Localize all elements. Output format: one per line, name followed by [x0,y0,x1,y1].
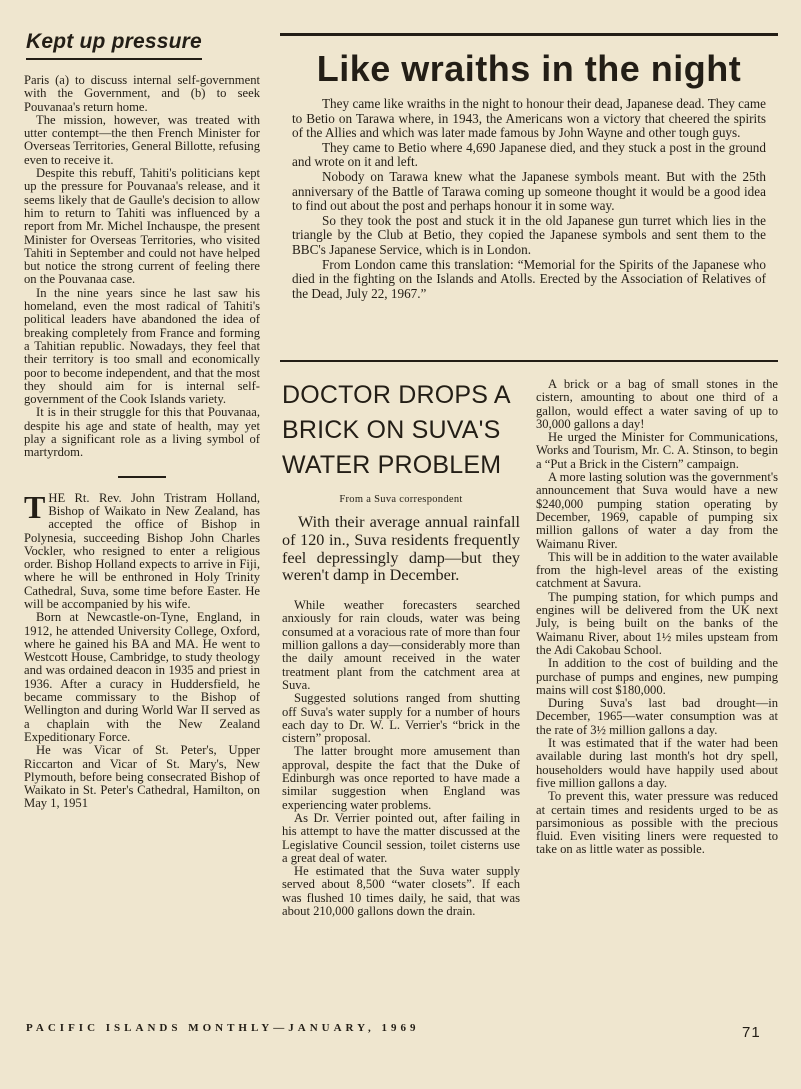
top-rule [280,33,778,36]
paragraph: It is in their struggle for this that Pouvanaa, despite his age and state of health, may yet play a significant role as a living symbol of martyrdom. [24,405,260,460]
article-headline [282,378,520,483]
paragraph: During Suva's last bad drought—in December, 1965—water consumption was at the rate of 3½ million gallons a day. [536,696,778,737]
paragraph: A more lasting solution was the government's announcement that Suva would have a new $240,000 pumping station operating by December, 1969, capable of pumping six million gallons of water a day from the Waimanu River. [536,470,778,551]
section-rule [280,360,778,362]
paragraph: Born at Newcastle-on-Tyne, England, in 1912, he attended University College, Oxford, where he gained his BA and MA. He went to Westcott House, Cambridge, to study theology and was ordained deacon in 1935 and priest in 1936. After a curacy in Huddersfield, he became commissary to the Bishop of Wellington and during World War II served as a chaplain with the New Zealand Expeditionary Force. [24,610,260,744]
feature-body [292,97,766,347]
feature-headline: Like wraiths in the night [316,48,742,89]
paragraph: The pumping station, for which pumps and engines will be delivered from the UK next July, is being built on the banks of the Waimanu River, about 1½ miles upsteam from the Adi Cakobau School. [536,589,778,657]
paragraph: A brick or a bag of small stones in the cistern, amounting to about one third of a gallon, would effect a water saving of up to 30,000 gallons a day! [536,378,778,431]
paragraph: Paris (a) to discuss internal self-government with the Government, and (b) to seek Pouvanaa's return home. [24,73,260,114]
paragraph: The latter brought more amusement than approval, despite the fact that the Duke of Edinburgh was once reported to have made a similar suggestion when England was experiencing water problems. [282,744,520,812]
paragraph: Nobody on Tarawa knew what the Japanese symbols meant. But with the 25th anniversary of the Battle of Tarawa coming up someone thought it would be a good idea to find out about the post and perhaps honour it in some way. [292,168,766,214]
right-column [536,378,778,1038]
paragraph: So they took the post and stuck it in the old Japanese gun turret which lies in the triangle by the Club at Betio, they copied the Japanese symbols and sent them to the BBC's Japanese Service, which is in London. [292,212,766,257]
paragraph: It was estimated that if the water had been available during last month's hot dry spell, householders would have happily used about five million gallons a day. [536,736,778,790]
paragraph: This will be in addition to the water available from the high-level areas of the existing catchment at Savura. [536,549,778,591]
paragraph: To prevent this, water pressure was reduced at certain times and residents urged to be as parsimonious as possible with the precious fluid. Even visiting liners were requested to take on as little water as possible. [536,789,778,857]
kicker-heading: Kept up pressure [26,30,202,53]
paragraph: As Dr. Verrier pointed out, after failing in his attempt to have the matter discussed at the Legislative Council session, toilet cisterns use a great deal of water. [282,810,520,865]
paragraph: They came like wraiths in the night to honour their dead, Japanese dead. They came to Betio on Tarawa where, in 1943, the Americans won a victory that cheered the spirits of the Allies and which was later made famous by John Wayne and other tough guys. [292,97,766,141]
headline-line: BRICK ON SUVA'S [282,416,501,444]
paragraph: They came to Betio where 4,690 Japanese died, and they stuck a post in the ground and wrote on it and left. [292,139,766,170]
bishop-lead-text: HE Rt. Rev. John Tristram Holland, Bishop of Waikato in New Zealand, has accepted the office of Bishop in Polynesia, succeeding Bishop John Charles Vockler, who resigned to enter a religious order. Bishop Holland expects to arrive in Fiji, where he will be enthroned in Holy Trinity Cathedral, Suva, some time before Easter. He will be accompanied by his wife. [24,490,260,611]
paragraph: Despite this rebuff, Tahiti's politicians kept up the pressure for Pouvanaa's release, and it seems likely that de Gaulle's decision to allow him to return to Tahiti was influenced by a report from Mr. Michel Inchauspe, the present Minister for Overseas Territories, who visited Tahiti in September and could not have helped but notice the strong current of feeling there on the Pouvanaa case. [24,166,260,287]
paragraph: He estimated that the Suva water supply served about 8,500 “water closets”. If each was flushed 10 times daily, he said, that was about 210,000 gallons down the drain. [282,864,520,919]
lead-paragraph: With their average annual rainfall of 120 in., Suva residents frequently feel depressingly damp—but they weren't damp in December. [282,513,520,585]
paragraph: While weather forecasters searched anxiously for rain clouds, water was being consumed at a voracious rate of more than four million gallons a day—considerably more than the daily amount received in the water treatment plant from the catchment area at Suva. [282,598,520,692]
page-number: 71 [742,1024,761,1041]
doctor-article [282,378,520,1038]
section-divider [118,476,166,478]
drop-cap: T [24,488,46,525]
kicker-rule [26,58,202,60]
paragraph: In addition to the cost of building and the purchase of pumps and engines, new pumping mains will cost $180,000. [536,656,778,697]
headline-line: WATER PROBLEM [282,451,502,479]
paragraph: In the nine years since he last saw his homeland, even the most radical of Tahiti's political leaders have abandoned the idea of breaking completely from France and forming a Tahitian republic. Nowadays, they feel that their territory is too small and economically poor to become independent, and that the most they should aim for is internal self-government of the Cook Islands variety. [24,285,260,407]
paragraph: He was Vicar of St. Peter's, Upper Riccarton and Vicar of St. Mary's, New Plymouth, before being consecrated Bishop of Waikato in St. Peter's Cathedral, Hamilton, on May 1, 1951 [24,743,260,811]
headline-line: DOCTOR DROPS A [282,381,511,409]
running-footer: PACIFIC ISLANDS MONTHLY—JANUARY, 1969 [26,1022,420,1034]
paragraph: From London came this translation: “Memorial for the Spirits of the Japanese who died in the fighting on the Islands and Atolls. Erected by the Association of Relatives of the Dead, July 22, 1967.” [292,256,766,301]
paragraph: The mission, however, was treated with utter contempt—the then French Minister for Overseas Territories, General Billotte, refusing even to receive it. [24,112,260,167]
left-column [24,30,260,1035]
paragraph: Suggested solutions ranged from shutting off Suva's water supply for a number of hours each day to Dr. W. L. Verrier's “brick in the cistern” proposal. [282,691,520,746]
bishop-paragraph [24,488,260,612]
paragraph: He urged the Minister for Communications, Works and Tourism, Mr. C. A. Stinson, to begin a “Put a Brick in the Cistern” campaign. [536,430,778,471]
byline: From a Suva correspondent [339,494,463,505]
